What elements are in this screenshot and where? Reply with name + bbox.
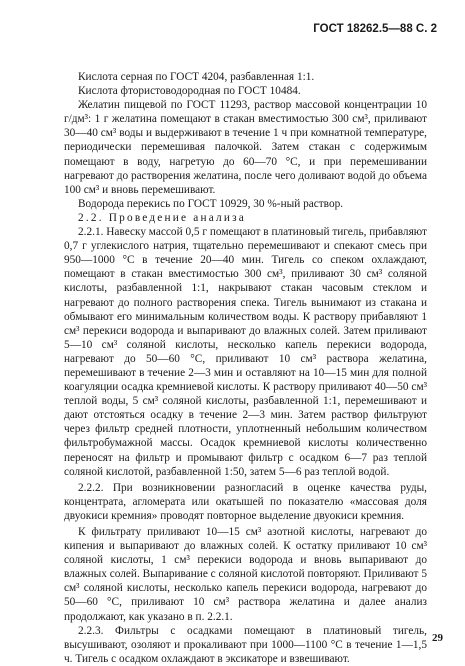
- paragraph-2-2-1: 2.2.1. Навеску массой 0,5 г помещают в платиновый тигель, прибавляют 0,7 г углекислого натрия, тщательно перемешивают и спекают смесь при 950—1000 °С в течение 20—40 мин. Тигель со спеком охлаждают, помещают в стакан вместимостью 300 см³, приливают 30 см³ соляной кислоты, разбавленной 1:1, накрывают стакан часовым стеклом и нагревают до полного растворения спека. Тигель вынимают из стакана и обмывают его минимальным количеством воды. К раствору прибавляют 1 см³ перекиси водорода и выпаривают до влажных солей. Затем приливают 5—10 см³ соляной кислоты, несколько капель перекиси водорода, нагревают до 50—60 °С, приливают 10 см³ раствора желатина, перемешивают в течение 2—3 мин и оставляют на 10—15 мин для полной коагуляции осадка кремниевой кислоты. К раствору приливают 40—50 см³ теплой воды, 5 см³ соляной кислоты, разбавленной 1:1, перемешивают и дают отстояться осадку в течение 2—3 мин. Затем раствор фильтруют через фильтр средней плотности, уплотненный небольшим количеством фильтробумажной массы. Осадок кремниевой кислоты количественно переносят на фильтр и промывают фильтр с осадком 6—7 раз теплой соляной кислотой, разбавленной 1:50, затем 5—6 раз теплой водой.: [64, 226, 427, 478]
- paragraph-filtrate: К фильтрату приливают 10—15 см³ азотной кислоты, нагревают до кипения и выпаривают до влажных солей. К остатку приливают 10 см³ соляной кислоты, 1 см³ перекиси водорода и вновь выпаривают до влажных солей. Выпаривание с соляной кислотой повторяют. Приливают 5 см³ соляной кислоты, несколько капель перекиси водорода, нагревают до 50—60 °С, приливают 10 см³ раствора желатина и далее анализ продолжают, как указано в п. 2.2.1.: [64, 526, 427, 623]
- page-number: 29: [432, 632, 443, 644]
- paragraph-2-2-2: 2.2.2. При возникновении разногласий в оценке качества руды, концентрата, агломерата или окатышей по показателю «массовая доля двуокиси кремния» проводят повторное выделение двуокиси кремния.: [64, 481, 427, 522]
- document-body: [64, 70, 427, 666]
- paragraph-gelatin: Желатин пищевой по ГОСТ 11293, раствор массовой концентрации 10 г/дм³: 1 г желатина помещают в стакан вместимостью 300 см³, приливают 30—40 см³ воды и выдерживают в течение 1 ч при комнатной температуре, периодически перемешивая палочкой. Затем стакан с содержимым помещают в воду, нагретую до 60—70 °С, и при перемешивании нагревают до растворения желатина, после чего доливают водой до объема 100 см³ и вновь перемешивают.: [64, 99, 427, 196]
- paragraph-hydrofluoric-acid: Кислота фтористоводородная по ГОСТ 10484.: [78, 85, 301, 98]
- page-header: ГОСТ 18262.5—88 С. 2: [313, 23, 437, 35]
- paragraph-hydrogen-peroxide: Водорода перекись по ГОСТ 10929, 30 %-ный раствор.: [78, 197, 344, 210]
- section-heading-analysis: 2.2. Проведение анализа: [78, 211, 246, 224]
- paragraph-sulfuric-acid: Кислота серная по ГОСТ 4204, разбавленная 1:1.: [78, 71, 315, 83]
- paragraph-2-2-3: 2.2.3. Фильтры с осадками помещают в платиновый тигель, высушивают, озоляют и прокаливают при 1000—1100 °С в течение 1—1,5 ч. Тигель с осадком охлаждают в эксикаторе и взвешивают.: [64, 624, 427, 665]
